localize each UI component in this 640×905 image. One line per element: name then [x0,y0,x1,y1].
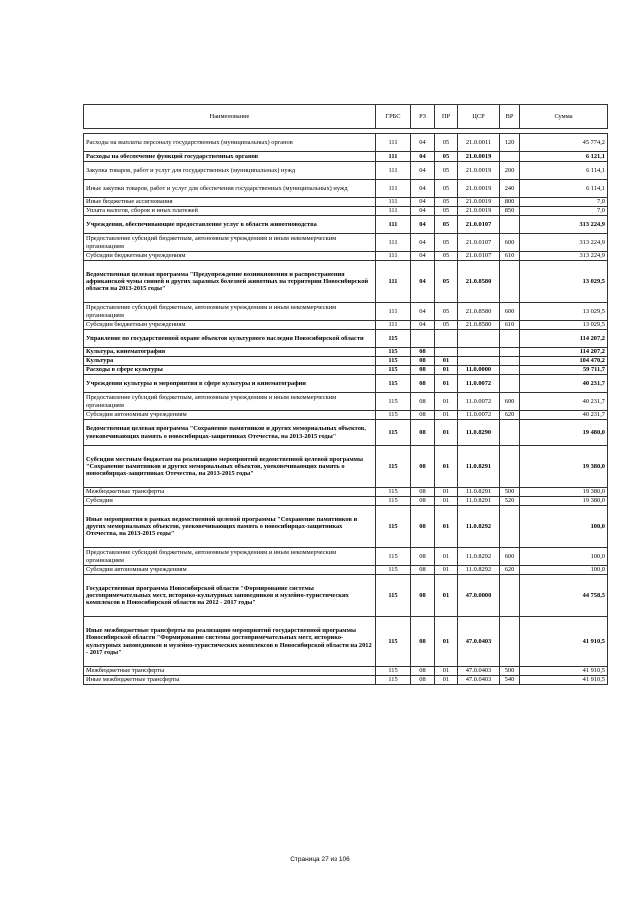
cell-rz: 04 [411,207,435,216]
cell-grbs: 111 [376,234,411,252]
cell-rz: 04 [411,303,435,321]
cell-csr: 11.0.8292 [458,548,500,566]
cell-csr: 47.0.0403 [458,676,500,685]
cell-rz: 04 [411,134,435,152]
cell-csr: 21.0.8580 [458,261,500,303]
cell-sum: 44 758,5 [520,575,608,617]
cell-vr [500,357,520,366]
cell-grbs: 111 [376,152,411,162]
cell-vr: 600 [500,234,520,252]
cell-pr: 01 [435,488,458,497]
cell-sum: 100,0 [520,566,608,575]
cell-grbs: 115 [376,667,411,676]
cell-sum: 59 711,7 [520,366,608,375]
cell-vr: 600 [500,548,520,566]
header-grbs: ГРБС [376,105,411,129]
table-row [84,366,608,375]
cell-rz: 08 [411,375,435,393]
cell-grbs: 115 [376,676,411,685]
cell-grbs: 115 [376,375,411,393]
cell-rz: 08 [411,617,435,667]
cell-grbs: 115 [376,575,411,617]
cell-csr: 21.0.0107 [458,216,500,234]
cell-csr [458,330,500,348]
cell-name: Управление по государственной охране объектов культурного наследия Новосибирской области [84,330,376,348]
cell-sum: 19 480,0 [520,420,608,446]
cell-grbs: 111 [376,261,411,303]
cell-pr: 01 [435,575,458,617]
cell-pr: 05 [435,234,458,252]
cell-vr: 120 [500,134,520,152]
cell-rz: 04 [411,198,435,207]
cell-pr: 05 [435,261,458,303]
cell-name: Предоставление субсидий бюджетным, автономным учреждениям и иным некоммерческим организациям [84,303,376,321]
cell-rz: 08 [411,548,435,566]
cell-csr: 11.0.8292 [458,566,500,575]
cell-vr: 610 [500,321,520,330]
table-row [84,446,608,488]
cell-sum: 313 224,9 [520,252,608,261]
cell-rz: 08 [411,667,435,676]
cell-pr: 01 [435,411,458,420]
cell-sum: 13 029,5 [520,261,608,303]
table-row [84,357,608,366]
cell-sum: 40 231,7 [520,375,608,393]
table-row [84,348,608,357]
cell-rz: 08 [411,411,435,420]
cell-name: Иные межбюджетные трансферты [84,676,376,685]
cell-rz: 04 [411,261,435,303]
header-sum: Сумма [520,105,608,129]
cell-sum: 100,0 [520,506,608,548]
cell-rz: 08 [411,488,435,497]
cell-pr: 01 [435,667,458,676]
cell-rz: 04 [411,234,435,252]
cell-grbs: 115 [376,348,411,357]
cell-grbs: 115 [376,420,411,446]
cell-vr: 240 [500,180,520,198]
cell-pr: 05 [435,162,458,180]
cell-vr [500,617,520,667]
cell-name: Субсидии автономным учреждениям [84,411,376,420]
table-row [84,207,608,216]
cell-grbs: 111 [376,216,411,234]
cell-sum: 114 207,2 [520,330,608,348]
cell-sum: 19 380,0 [520,497,608,506]
cell-csr: 21.0.0019 [458,198,500,207]
cell-rz: 08 [411,676,435,685]
cell-vr: 600 [500,393,520,411]
cell-vr: 500 [500,488,520,497]
cell-vr [500,420,520,446]
cell-pr: 05 [435,303,458,321]
cell-csr [458,348,500,357]
cell-pr: 01 [435,357,458,366]
cell-vr [500,375,520,393]
cell-csr: 21.0.0019 [458,152,500,162]
table-row [84,375,608,393]
cell-vr [500,216,520,234]
budget-table-container [83,104,607,685]
cell-vr [500,575,520,617]
cell-name: Ведомственная целевая программа "Сохранение памятников и других мемориальных объектов, увековечивающих память о новосибирцах-защитниках Отечества, на 2013-2015 годы" [84,420,376,446]
cell-csr: 11.0.0072 [458,393,500,411]
cell-vr: 610 [500,252,520,261]
cell-vr [500,330,520,348]
cell-sum: 104 470,2 [520,357,608,366]
cell-sum: 41 910,5 [520,676,608,685]
cell-name: Государственная программа Новосибирской области "Формирование системы достопримечательных мест, историко-культурных заповедников и музейно-туристических комплексов в Новосибирской области на 2012 - 2017 годы" [84,575,376,617]
cell-pr: 05 [435,252,458,261]
cell-pr: 01 [435,548,458,566]
table-row [84,548,608,566]
cell-vr: 500 [500,667,520,676]
cell-sum: 6 121,1 [520,152,608,162]
table-row [84,676,608,685]
cell-rz: 08 [411,348,435,357]
cell-grbs: 115 [376,566,411,575]
table-row [84,261,608,303]
header-name: Наименование [84,105,376,129]
cell-vr: 620 [500,566,520,575]
cell-name: Предоставление субсидий бюджетным, автономным учреждениям и иным некоммерческим организациям [84,234,376,252]
cell-csr: 11.0.8291 [458,446,500,488]
cell-vr: 620 [500,411,520,420]
cell-grbs: 111 [376,303,411,321]
cell-vr [500,261,520,303]
table-row [84,575,608,617]
budget-table [83,104,608,685]
cell-grbs: 115 [376,548,411,566]
cell-name: Ведомственная целевая программа "Предупреждение возникновения и распространения африканской чумы свиней и других заразных болезней животных на территории Новосибирской области на 2013-2015 годы" [84,261,376,303]
cell-rz: 08 [411,497,435,506]
cell-csr: 47.0.0403 [458,667,500,676]
cell-grbs: 111 [376,321,411,330]
table-row [84,321,608,330]
cell-vr: 520 [500,497,520,506]
cell-sum: 41 910,5 [520,667,608,676]
cell-sum: 41 910,5 [520,617,608,667]
header-rz: РЗ [411,105,435,129]
cell-csr: 11.0.0000 [458,366,500,375]
table-row [84,152,608,162]
cell-sum: 40 231,7 [520,393,608,411]
cell-rz: 08 [411,575,435,617]
cell-pr: 05 [435,321,458,330]
cell-pr: 05 [435,198,458,207]
cell-pr [435,348,458,357]
cell-csr: 21.0.0107 [458,252,500,261]
table-row [84,216,608,234]
cell-name: Субсидии автономным учреждениям [84,566,376,575]
cell-name: Иные бюджетные ассигнования [84,198,376,207]
cell-pr: 01 [435,393,458,411]
cell-rz: 08 [411,506,435,548]
cell-name: Субсидии бюджетным учреждениям [84,321,376,330]
cell-name: Иные мероприятия в рамках ведомственной целевой программы "Сохранение памятников и других мемориальных объектов, увековечивающих память о новосибирцах-защитниках Отечества, на 2013-2015 годы" [84,506,376,548]
cell-name: Субсидии местным бюджетам на реализацию мероприятий ведомственной целевой программы "Сохранение памятников и других мемориальных объектов, увековечивающих память о новосибирцах-защитниках Отечества, на 2013-2015 годы" [84,446,376,488]
cell-grbs: 115 [376,393,411,411]
cell-rz: 04 [411,152,435,162]
table-row [84,420,608,446]
cell-sum: 19 380,0 [520,488,608,497]
cell-vr: 600 [500,303,520,321]
cell-pr: 05 [435,207,458,216]
table-row [84,411,608,420]
cell-sum: 313 224,9 [520,234,608,252]
cell-grbs: 115 [376,366,411,375]
cell-name: Субсидии бюджетным учреждениям [84,252,376,261]
cell-vr [500,348,520,357]
cell-grbs: 115 [376,506,411,548]
cell-grbs: 115 [376,488,411,497]
cell-rz: 04 [411,252,435,261]
cell-csr: 47.0.0403 [458,617,500,667]
table-row [84,488,608,497]
cell-grbs: 115 [376,617,411,667]
cell-grbs: 111 [376,198,411,207]
cell-vr [500,446,520,488]
cell-rz: 08 [411,393,435,411]
cell-name: Учреждения, обеспечивающие предоставление услуг в области животноводства [84,216,376,234]
cell-pr: 01 [435,506,458,548]
cell-rz: 08 [411,566,435,575]
cell-name: Расходы на выплаты персоналу государственных (муниципальных) органов [84,134,376,152]
cell-name: Закупка товаров, работ и услуг для государственных (муниципальных) нужд [84,162,376,180]
cell-csr: 11.0.0072 [458,411,500,420]
header-pr: ПР [435,105,458,129]
cell-pr: 01 [435,420,458,446]
cell-grbs: 111 [376,252,411,261]
cell-rz: 08 [411,446,435,488]
cell-sum: 114 207,2 [520,348,608,357]
cell-vr [500,152,520,162]
table-body [84,134,608,685]
cell-pr: 01 [435,566,458,575]
cell-sum: 7,0 [520,207,608,216]
cell-grbs: 111 [376,180,411,198]
cell-name: Культура [84,357,376,366]
cell-sum: 45 774,2 [520,134,608,152]
table-row [84,134,608,152]
cell-csr: 21.0.8580 [458,321,500,330]
table-row [84,497,608,506]
cell-name: Учреждения культуры и мероприятия в сфере культуры и кинематографии [84,375,376,393]
table-row [84,303,608,321]
cell-csr: 11.0.8290 [458,420,500,446]
cell-csr: 21.0.0011 [458,134,500,152]
cell-rz: 04 [411,321,435,330]
cell-vr: 800 [500,198,520,207]
table-row [84,234,608,252]
cell-rz: 04 [411,180,435,198]
cell-sum: 313 224,9 [520,216,608,234]
cell-csr: 47.0.0000 [458,575,500,617]
page-footer: Страница 27 из 106 [290,856,350,863]
cell-rz: 08 [411,357,435,366]
cell-pr: 01 [435,676,458,685]
cell-vr: 200 [500,162,520,180]
cell-sum: 100,0 [520,548,608,566]
cell-csr: 11.0.8291 [458,488,500,497]
cell-csr: 21.0.8580 [458,303,500,321]
table-row [84,617,608,667]
header-vr: ВР [500,105,520,129]
cell-pr: 05 [435,216,458,234]
cell-pr: 01 [435,497,458,506]
cell-name: Культура, кинематография [84,348,376,357]
cell-sum: 13 029,5 [520,303,608,321]
cell-grbs: 115 [376,411,411,420]
cell-pr: 05 [435,152,458,162]
cell-sum: 6 114,1 [520,162,608,180]
cell-csr: 21.0.0107 [458,234,500,252]
table-row [84,667,608,676]
cell-pr: 01 [435,366,458,375]
cell-rz: 08 [411,420,435,446]
table-row [84,180,608,198]
cell-rz [411,330,435,348]
cell-rz: 04 [411,162,435,180]
table-row [84,393,608,411]
table-row [84,252,608,261]
cell-grbs: 115 [376,357,411,366]
cell-csr: 11.0.8292 [458,506,500,548]
header-csr: ЦСР [458,105,500,129]
table-row [84,566,608,575]
cell-name: Предоставление субсидий бюджетным, автономным учреждениям и иным некоммерческим организациям [84,548,376,566]
cell-sum: 13 029,5 [520,321,608,330]
cell-pr: 05 [435,134,458,152]
table-row [84,330,608,348]
cell-vr [500,506,520,548]
cell-grbs: 111 [376,207,411,216]
cell-csr: 11.0.0072 [458,375,500,393]
cell-csr [458,357,500,366]
cell-name: Расходы в сфере культуры [84,366,376,375]
cell-csr: 21.0.0019 [458,207,500,216]
cell-pr: 01 [435,446,458,488]
cell-rz: 08 [411,366,435,375]
cell-sum: 40 231,7 [520,411,608,420]
cell-name: Предоставление субсидий бюджетным, автономным учреждениям и иным некоммерческим организациям [84,393,376,411]
cell-vr: 850 [500,207,520,216]
cell-grbs: 115 [376,497,411,506]
cell-pr: 01 [435,617,458,667]
cell-sum: 7,0 [520,198,608,207]
cell-vr [500,366,520,375]
table-row [84,506,608,548]
cell-sum: 19 380,0 [520,446,608,488]
cell-name: Иные межбюджетные трансферты на реализацию мероприятий государственной программы Новосибирской области "Формирование системы достопримечательных мест, историко-культурных заповедников и музейно-туристических комплексов в Новосибирской области на 2012 - 2017 годы" [84,617,376,667]
cell-name: Расходы на обеспечение функций государственных органов [84,152,376,162]
cell-csr: 11.0.8291 [458,497,500,506]
cell-name: Иные закупки товаров, работ и услуг для обеспечения государственных (муниципальных) нужд [84,180,376,198]
cell-name: Межбюджетные трансферты [84,667,376,676]
table-header-row [84,105,608,129]
cell-grbs: 115 [376,330,411,348]
cell-csr: 21.0.0019 [458,162,500,180]
cell-vr: 540 [500,676,520,685]
table-row [84,162,608,180]
cell-name: Межбюджетные трансферты [84,488,376,497]
cell-sum: 6 114,1 [520,180,608,198]
cell-pr: 01 [435,375,458,393]
cell-csr: 21.0.0019 [458,180,500,198]
cell-name: Уплата налогов, сборов и иных платежей [84,207,376,216]
cell-pr [435,330,458,348]
table-row [84,198,608,207]
cell-name: Субсидии [84,497,376,506]
cell-grbs: 111 [376,134,411,152]
cell-grbs: 115 [376,446,411,488]
cell-rz: 04 [411,216,435,234]
cell-pr: 05 [435,180,458,198]
cell-grbs: 111 [376,162,411,180]
